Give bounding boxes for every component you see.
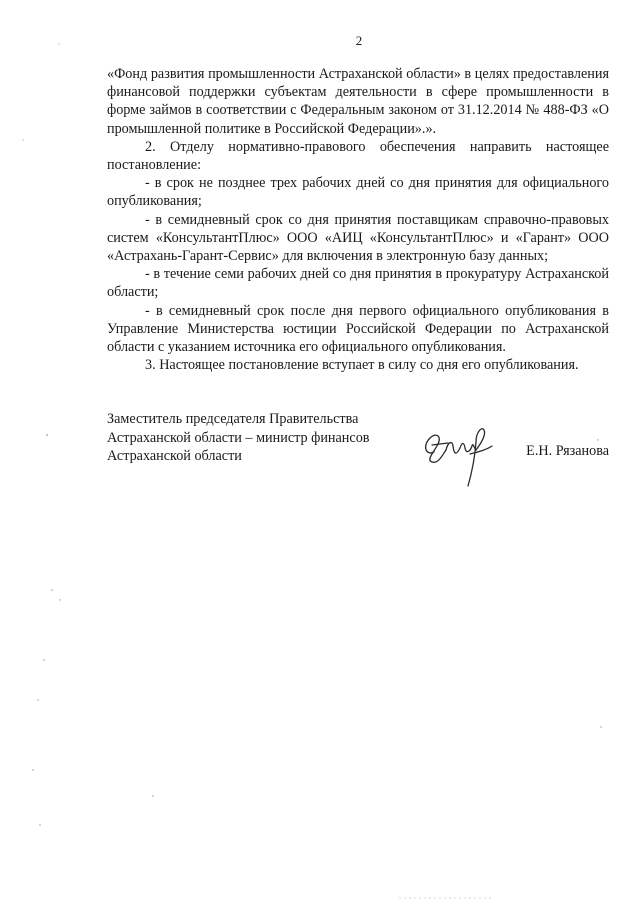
signer-title-line: Заместитель председателя Правительства bbox=[107, 411, 359, 427]
paragraph-bullet-ministry-justice: - в семидневный срок после дня первого официального опубликования в Управление Министерства юстиции Российской Федерации по Астраханской области с указанием источника его официального опубликования. bbox=[107, 302, 609, 356]
signer-title-line: Астраханской области bbox=[107, 448, 242, 464]
signature-stroke bbox=[468, 429, 485, 486]
paragraph-item-3: 3. Настоящее постановление вступает в силу со дня его опубликования. bbox=[145, 357, 579, 374]
signature-stroke bbox=[426, 435, 446, 462]
document-body bbox=[107, 65, 609, 374]
signer-name: Е.Н. Рязанова bbox=[526, 443, 609, 459]
handwritten-signature bbox=[412, 412, 502, 492]
page-number: 2 bbox=[355, 33, 363, 48]
signature-stroke bbox=[470, 446, 492, 454]
signature-stroke bbox=[432, 443, 448, 445]
signer-title-line: Астраханской области – министр финансов bbox=[107, 429, 370, 446]
signer-title bbox=[107, 410, 407, 466]
paragraph-bullet-prosecutor: - в течение семи рабочих дней со дня принятия в прокуратуру Астраханской области; bbox=[107, 266, 609, 301]
signature-block bbox=[107, 410, 609, 490]
paragraph-bullet-publication: - в срок не позднее трех рабочих дней со дня принятия для официального опубликования; bbox=[107, 175, 609, 210]
paragraph-continuation: «Фонд развития промышленности Астраханской области» в целях предоставления финансовой поддержки субъектам деятельности в сфере промышленности в форме займов в соответствии с Федеральным законом от 31.12.2014 № 488-ФЗ «О промышленной политике в Российской Федерации».». bbox=[107, 66, 609, 137]
paragraph-item-2: 2. Отделу нормативно-правового обеспечения направить настоящее постановление: bbox=[107, 138, 609, 174]
paragraph-bullet-legal-systems: - в семидневный срок со дня принятия поставщикам справочно-правовых систем «КонсультантПлюс» ООО «АИЦ «КонсультантПлюс» и «Гарант» ООО «Астрахань-Гарант-Сервис» для включения в электронную базу данных; bbox=[107, 211, 609, 265]
signature-stroke bbox=[446, 443, 476, 454]
